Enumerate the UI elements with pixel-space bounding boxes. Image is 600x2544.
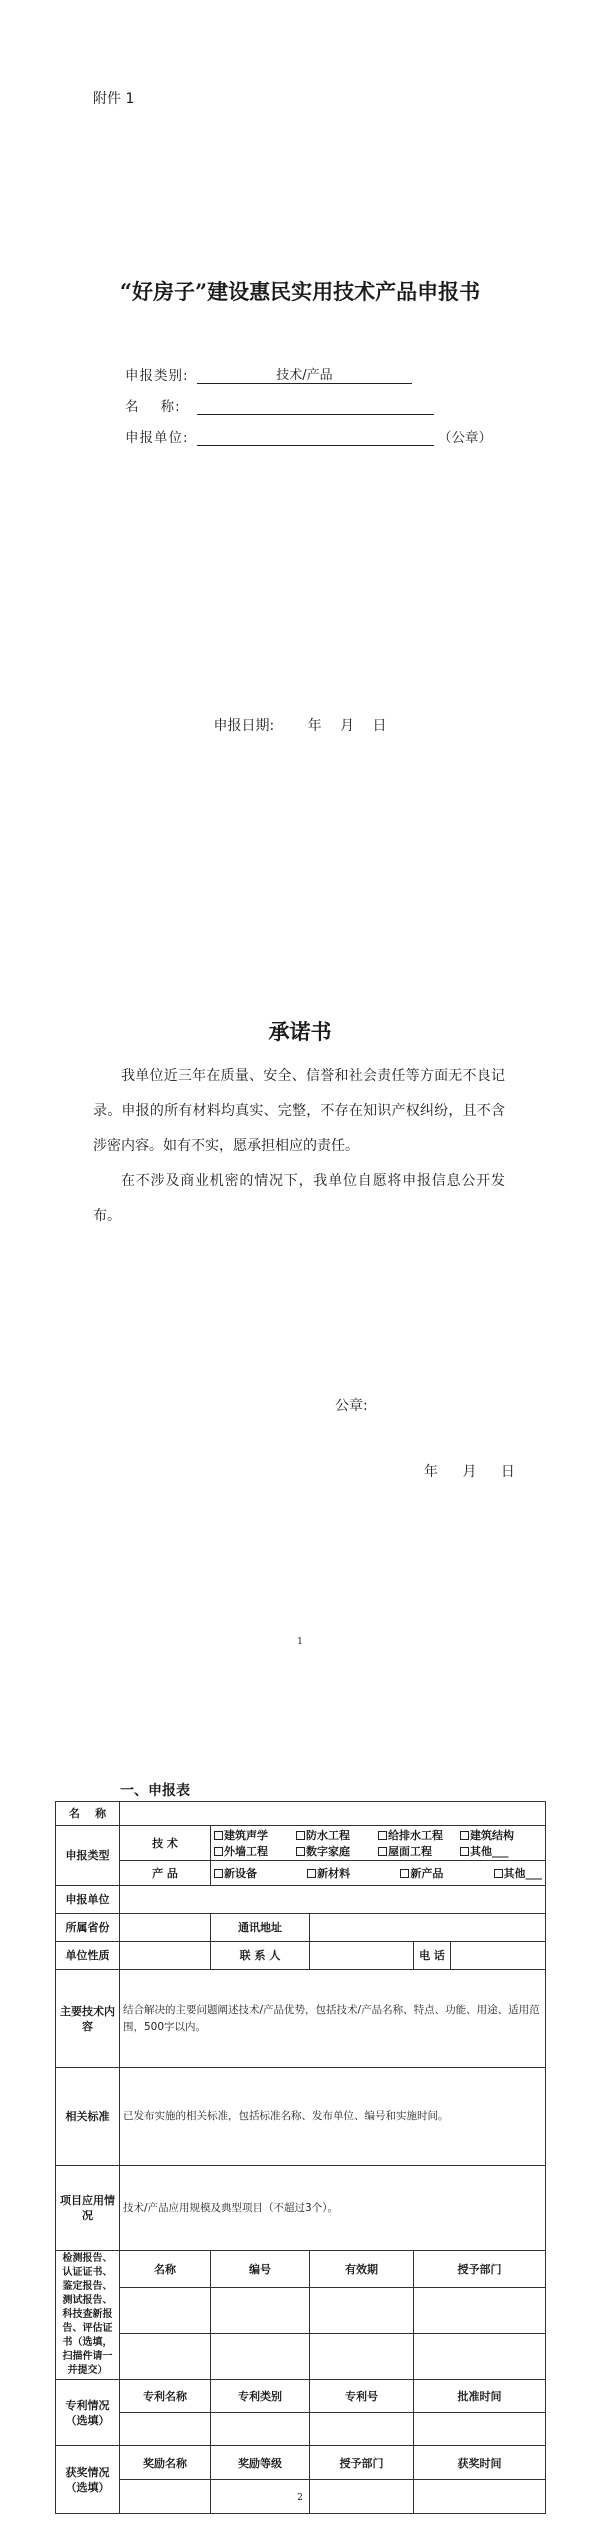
tech-options xyxy=(211,1826,546,1861)
patent-header-name: 专利名称 xyxy=(120,2380,211,2413)
unit-label: 申报单位 xyxy=(56,1886,120,1914)
promise-paragraph: 我单位近三年在质量、安全、信誉和社会责任等方面无不良记录。申报的所有材料均真实、完整，不存在知识产权纠纷，且不含涉密内容。如有不实，愿承担相应的责任。 xyxy=(93,1068,505,1154)
field-unit-value[interactable] xyxy=(197,427,434,446)
table-cell[interactable] xyxy=(310,2333,414,2379)
award-header-name: 奖励名称 xyxy=(120,2446,211,2480)
address-label: 通讯地址 xyxy=(211,1914,310,1942)
reports-header-validity: 有效期 xyxy=(310,2251,414,2288)
checkbox-icon xyxy=(460,1831,469,1840)
table-cell[interactable] xyxy=(414,2333,546,2379)
field-name xyxy=(125,395,434,415)
table-cell[interactable] xyxy=(310,2287,414,2333)
seal-date-year: 年 xyxy=(424,1464,438,1480)
unit-input[interactable] xyxy=(120,1886,546,1914)
tech-option-checkbox[interactable]: 建筑声学 xyxy=(214,1827,296,1843)
phone-input[interactable] xyxy=(451,1942,546,1970)
patent-label: 专利情况（选填） xyxy=(56,2380,120,2446)
document-title: “好房子”建设惠民实用技术产品申报书 xyxy=(119,279,481,304)
apply-date-day: 日 xyxy=(372,718,387,734)
table-cell[interactable] xyxy=(211,2287,310,2333)
award-header-date: 获奖时间 xyxy=(414,2446,546,2480)
checkbox-icon xyxy=(214,1869,223,1878)
product-option-checkbox[interactable]: 其他___ xyxy=(494,1865,543,1881)
attachment-label: 附件 1 xyxy=(93,91,135,107)
field-category-label: 申报类别: xyxy=(125,368,189,384)
checkbox-icon xyxy=(400,1869,409,1878)
province-input[interactable] xyxy=(120,1914,211,1942)
seal-date xyxy=(414,1461,525,1481)
contact-input[interactable] xyxy=(310,1942,414,1970)
apply-date xyxy=(0,715,600,735)
award-header-issuer: 授予部门 xyxy=(310,2446,414,2480)
promise-paragraph: 在不涉及商业机密的情况下，我单位自愿将申报信息公开发布。 xyxy=(93,1173,505,1224)
type-label: 申报类型 xyxy=(56,1826,120,1886)
application-label: 项目应用情况 xyxy=(56,2166,120,2251)
table-cell[interactable] xyxy=(310,2413,414,2446)
checkbox-icon xyxy=(214,1847,223,1856)
product-option-checkbox[interactable]: 新设备 xyxy=(214,1865,257,1881)
product-option-checkbox[interactable]: 新材料 xyxy=(307,1865,350,1881)
tech-option-checkbox[interactable]: 防水工程 xyxy=(296,1827,378,1843)
reports-label: 检测报告、认证证书、鉴定报告、测试报告、科技查新报告、评估证书（选填，扫描件请一并提交） xyxy=(56,2251,120,2380)
name-label: 名 称 xyxy=(56,1802,120,1826)
checkbox-icon xyxy=(296,1831,305,1840)
reports-header-issuer: 授予部门 xyxy=(414,2251,546,2288)
apply-date-label: 申报日期: xyxy=(213,718,275,734)
apply-date-year: 年 xyxy=(307,718,322,734)
table-cell[interactable] xyxy=(414,2413,546,2446)
page-number: 1 xyxy=(297,1637,303,1647)
field-unit-label: 申报单位: xyxy=(125,430,189,446)
table-cell[interactable] xyxy=(211,2413,310,2446)
table-cell[interactable] xyxy=(120,2413,211,2446)
page-number: 2 xyxy=(297,2493,303,2503)
checkbox-icon xyxy=(296,1847,305,1856)
main-content-input[interactable]: 结合解决的主要问题阐述技术/产品优势，包括技术/产品名称、特点、功能、用途、适用范围，500字以内。 xyxy=(120,1970,546,2068)
checkbox-icon xyxy=(307,1869,316,1878)
checkbox-icon xyxy=(460,1847,469,1856)
field-name-value[interactable] xyxy=(197,396,434,415)
tech-option-checkbox[interactable]: 数字家庭 xyxy=(296,1843,378,1859)
table-cell[interactable] xyxy=(120,2333,211,2379)
field-unit xyxy=(125,426,492,446)
province-label: 所属省份 xyxy=(56,1914,120,1942)
name-input[interactable] xyxy=(120,1802,546,1826)
tech-option-checkbox[interactable]: 屋面工程 xyxy=(378,1843,460,1859)
award-label: 获奖情况（选填） xyxy=(56,2446,120,2514)
product-option-checkbox[interactable]: 新产品 xyxy=(400,1865,443,1881)
checkbox-icon xyxy=(214,1831,223,1840)
apply-date-month: 月 xyxy=(340,718,355,734)
seal-label: 公章: xyxy=(335,1398,368,1414)
application-input[interactable]: 技术/产品应用规模及典型项目（不超过3个）。 xyxy=(120,2166,546,2251)
seal-date-month: 月 xyxy=(462,1464,477,1480)
promise-body xyxy=(93,1059,505,1234)
field-name-label: 名 称: xyxy=(125,399,181,415)
reports-header-name: 名称 xyxy=(120,2251,211,2288)
contact-label: 联 系 人 xyxy=(211,1942,310,1970)
table-cell[interactable] xyxy=(120,2287,211,2333)
reports-header-number: 编号 xyxy=(211,2251,310,2288)
patent-header-date: 批准时间 xyxy=(414,2380,546,2413)
checkbox-icon xyxy=(494,1869,503,1878)
seal-date-day: 日 xyxy=(500,1464,515,1480)
award-header-level: 奖励等级 xyxy=(211,2446,310,2480)
standards-label: 相关标准 xyxy=(56,2068,120,2166)
product-label: 产 品 xyxy=(120,1861,211,1886)
section-title: 一、申报表 xyxy=(120,1783,190,1799)
checkbox-icon xyxy=(378,1847,387,1856)
tech-option-checkbox[interactable]: 其他___ xyxy=(460,1843,542,1859)
nature-input[interactable] xyxy=(120,1942,211,1970)
phone-label: 电 话 xyxy=(414,1942,451,1970)
nature-label: 单位性质 xyxy=(56,1942,120,1970)
field-category-value[interactable]: 技术/产品 xyxy=(197,365,412,384)
main-content-label: 主要技术内容 xyxy=(56,1970,120,2068)
table-cell[interactable] xyxy=(211,2333,310,2379)
tech-option-checkbox[interactable]: 外墙工程 xyxy=(214,1843,296,1859)
promise-title: 承诺书 xyxy=(268,1019,332,1044)
field-unit-seal-note: （公章） xyxy=(438,430,492,446)
standards-input[interactable]: 已发布实施的相关标准，包括标准名称、发布单位、编号和实施时间。 xyxy=(120,2068,546,2166)
checkbox-icon xyxy=(378,1831,387,1840)
product-options xyxy=(211,1861,546,1886)
table-cell[interactable] xyxy=(414,2287,546,2333)
tech-option-checkbox[interactable]: 建筑结构 xyxy=(460,1827,542,1843)
address-input[interactable] xyxy=(310,1914,546,1942)
application-form-table xyxy=(55,1801,546,2514)
field-category xyxy=(125,364,412,384)
tech-option-checkbox[interactable]: 给排水工程 xyxy=(378,1827,460,1843)
patent-header-number: 专利号 xyxy=(310,2380,414,2413)
patent-header-type: 专利类别 xyxy=(211,2380,310,2413)
tech-label: 技 术 xyxy=(120,1826,211,1861)
